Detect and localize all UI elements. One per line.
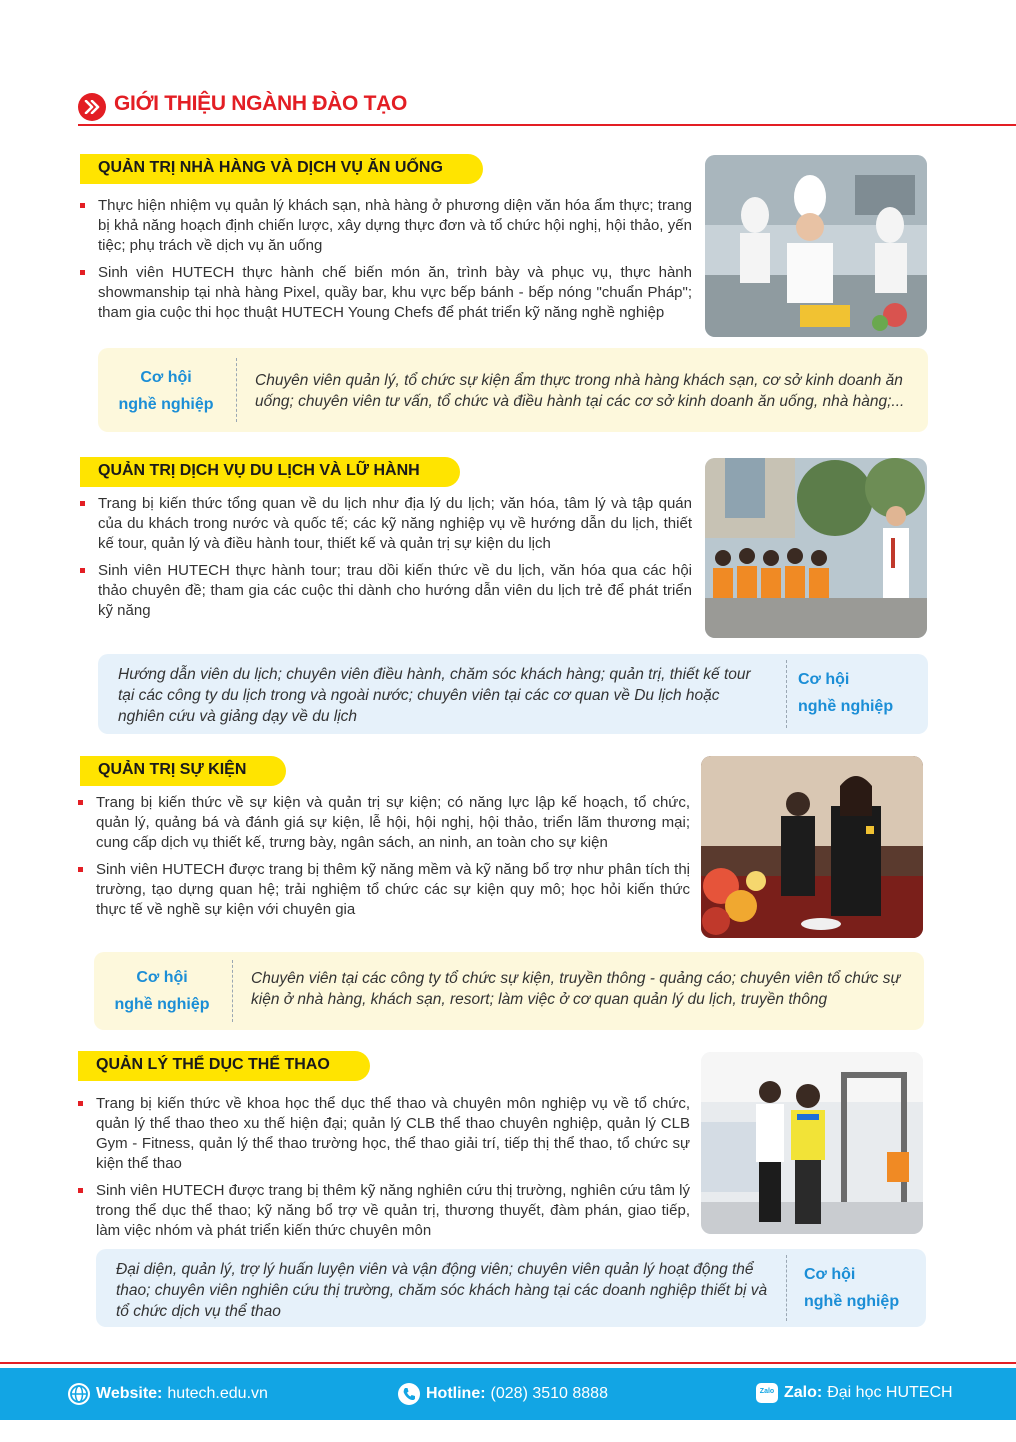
page-header <box>78 88 1016 126</box>
zalo-label: Zalo: <box>784 1384 823 1401</box>
zalo-icon-text: Zalo <box>759 1388 775 1395</box>
list-item: Trang bị kiến thức tổng quan về du lịch như địa lý du lịch; văn hóa, tâm lý và tập quán của du khách trong nước và quốc tế; các kỹ năng nghiệp vụ về hướng dẫn du lịch, thiết kế tour, quản lý và điều hành tour, thiết kế và quản trị sự kiện du lịch <box>80 494 692 554</box>
career-label-line: nghề nghiệp <box>118 396 214 413</box>
chefs-photo <box>705 155 927 337</box>
zalo-link[interactable] <box>756 1383 953 1403</box>
career-text: Chuyên viên tại các công ty tổ chức sự kiện, truyền thông - quảng cáo; chuyên viên tổ chức sự kiện ở nhà hàng, khách sạn, resort; làm việc ở cơ quan quản lý du lịch, truyền thông <box>251 970 901 1008</box>
section-title: QUẢN TRỊ DỊCH VỤ DU LỊCH VÀ LỮ HÀNH <box>80 457 460 487</box>
career-box <box>96 1249 926 1327</box>
divider <box>786 660 787 728</box>
divider <box>786 1255 787 1321</box>
website-value: hutech.edu.vn <box>167 1385 268 1402</box>
career-label-line: Cơ hội <box>804 1266 856 1283</box>
bullet-list <box>78 1094 690 1248</box>
website-label: Website: <box>96 1385 163 1402</box>
section-title: QUẢN TRỊ SỰ KIỆN <box>80 756 286 786</box>
hotline-value: (028) 3510 8888 <box>490 1385 608 1402</box>
hotline-link[interactable] <box>398 1383 608 1405</box>
footer-divider <box>0 1362 1016 1364</box>
list-item: Trang bị kiến thức về sự kiện và quản trị sự kiện; có năng lực lập kế hoạch, tổ chức, quản lý, quảng bá và đánh giá sự kiện, lễ hội, hội nghị, hội thảo, triển lãm thương mại; cung cấp dịch vụ thiết kế, trưng bày, ngân sách, an ninh, an toàn cho sự kiện <box>78 793 690 853</box>
career-text: Chuyên viên quản lý, tổ chức sự kiện ẩm thực trong nhà hàng khách sạn, cơ sở kinh doanh ăn uống; chuyên viên tư vấn, tổ chức và điều hành tại các cơ sở kinh doanh ăn uống, nhà hàng;... <box>255 372 905 410</box>
career-label-line: nghề nghiệp <box>798 698 894 715</box>
list-item: Thực hiện nhiệm vụ quản lý khách sạn, nhà hàng ở phương diện văn hóa ẩm thực; trang bị khả năng hoạch định chiến lược, xây dựng thực đơn và tổ chức hội nghị, hội thảo, yến tiệc; phụ trách về dịch vụ ăn uống <box>80 196 692 256</box>
career-label <box>98 364 234 418</box>
career-text: Đại diện, quản lý, trợ lý huấn luyện viên và vận động viên; chuyên viên quản lý hoạt động thể thao; chuyên viên nghiên cứu thị trường, chăm sóc khách hàng tại các doanh nghiệp thiết bị và tổ chức dịch vụ thể thao <box>116 1261 768 1320</box>
list-item: Trang bị kiến thức về khoa học thể dục thể thao và chuyên môn nghiệp vụ về tổ chức, quản lý thể thao theo xu thế hiện đại; quản lý CLB thể thao chuyên nghiệp, quản lý CLB Gym - Fitness, quản lý thể thao trường học, thể thao giải trí, tiếp thị thể thao, tổ chức sự kiện thể thao <box>78 1094 690 1174</box>
footer <box>0 1368 1016 1420</box>
career-label <box>94 964 230 1018</box>
zalo-value: Đại học HUTECH <box>827 1384 953 1401</box>
events-photo <box>701 756 923 938</box>
career-text: Hướng dẫn viên du lịch; chuyên viên điều hành, chăm sóc khách hàng; quản trị, thiết kế tour tại các công ty du lịch trong và ngoài nước; chuyên viên tại các cơ quan về Du lịch hoặc nghiên cứu và giảng dạy về du lịch <box>118 666 751 725</box>
list-item: Sinh viên HUTECH được trang bị thêm kỹ năng nghiên cứu thị trường, nghiên cứu tâm lý trong thể dục thể thao; kỹ năng bổ trợ về quản trị, thương thuyết, đàm phán, giao tiếp, làm việc nhóm và phát triển kiến thức chuyên môn <box>78 1181 690 1241</box>
gym-photo <box>701 1052 923 1234</box>
section-title: QUẢN LÝ THỂ DỤC THỂ THAO <box>78 1051 370 1081</box>
career-label-line: Cơ hội <box>136 969 188 986</box>
arrow-circle-icon <box>78 93 106 121</box>
bullet-list <box>80 196 692 330</box>
career-label-line: Cơ hội <box>798 671 850 688</box>
divider <box>236 358 237 422</box>
bullet-list <box>80 494 692 628</box>
career-box <box>98 654 928 734</box>
zalo-icon <box>756 1383 778 1403</box>
page-title: GIỚI THIỆU NGÀNH ĐÀO TẠO <box>114 92 408 115</box>
list-item: Sinh viên HUTECH thực hành chế biến món ăn, trình bày và phục vụ, thực hành showmanship tại nhà hàng Pixel, quầy bar, khu vực bếp bánh - bếp nóng "chuẩn Pháp"; tham gia cuộc thi học thuật HUTECH Young Chefs để phát triển kỹ năng nghề nghiệp <box>80 263 692 323</box>
career-label <box>804 1261 908 1315</box>
website-link[interactable] <box>68 1383 268 1405</box>
bullet-list <box>78 793 690 927</box>
hotline-label: Hotline: <box>426 1385 486 1402</box>
career-label-line: nghề nghiệp <box>114 996 210 1013</box>
list-item: Sinh viên HUTECH được trang bị thêm kỹ năng mềm và kỹ năng bổ trợ như phân tích thị trường, tạo dựng quan hệ; trải nghiệm tổ chức các sự kiện quy mô; học hỏi kiến thức thực tế về nghề sự kiện với chuyên gia <box>78 860 690 920</box>
career-label-line: Cơ hội <box>140 369 192 386</box>
career-label <box>798 666 902 720</box>
section-title: QUẢN TRỊ NHÀ HÀNG VÀ DỊCH VỤ ĂN UỐNG <box>80 154 483 184</box>
globe-icon <box>68 1383 90 1405</box>
tour-guide-photo <box>705 458 927 638</box>
list-item: Sinh viên HUTECH thực hành tour; trau dồi kiến thức về du lịch, văn hóa qua các hội thảo chuyên đề; tham gia các cuộc thi dành cho hướng dẫn viên du lịch trẻ để phát triển kỹ năng <box>80 561 692 621</box>
phone-icon <box>398 1383 420 1405</box>
divider <box>232 960 233 1022</box>
career-box <box>98 348 928 432</box>
career-label-line: nghề nghiệp <box>804 1293 900 1310</box>
career-box <box>94 952 924 1030</box>
